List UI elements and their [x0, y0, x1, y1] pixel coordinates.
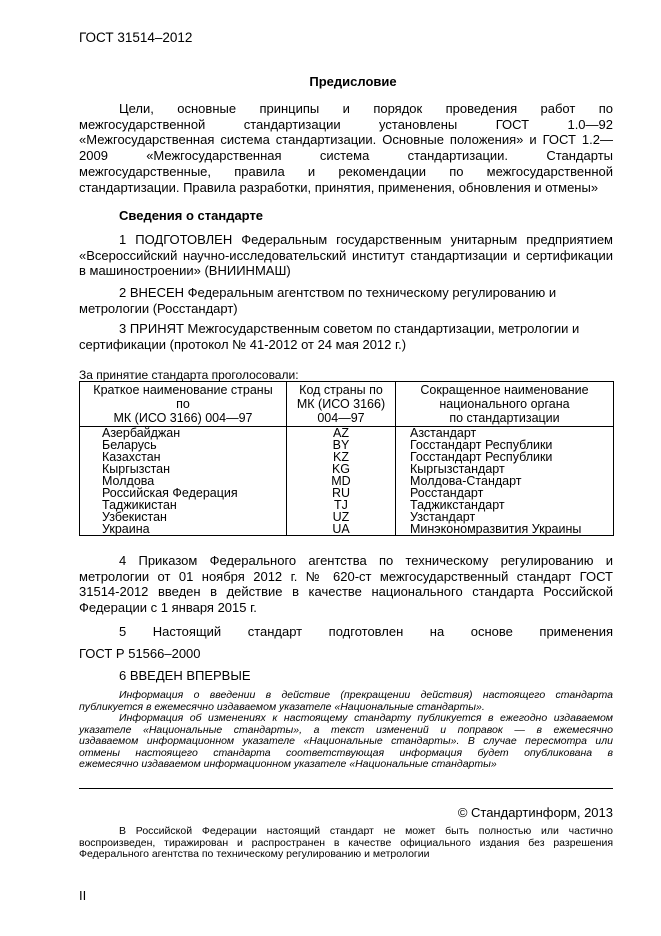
country-cell: Украина: [80, 523, 287, 536]
text-line: метрологии от 01 ноября 2012 г. № 620-ст межгосударственный стандарт ГОСТ: [79, 568, 613, 584]
item-prepared: [79, 232, 613, 279]
text-line: Федерального агентства по техническому регулированию и метрологии: [79, 848, 430, 860]
header-line: МК (ИСО 3166): [296, 397, 386, 411]
body-cell: Узстандарт: [396, 511, 614, 523]
foreword-intro: [79, 101, 613, 195]
text-line: 2009 «Межгосударственная система стандартизации. Стандарты: [79, 148, 613, 164]
text-line: стандартизации. Правила разработки, принятия, применения, обновления и отмены»: [79, 179, 599, 195]
header-country: [80, 382, 287, 427]
text-line: 1 ПОДГОТОВЛЕН Федеральным государственным унитарным предприятием: [119, 232, 613, 247]
body-cell: Молдова-Стандарт: [396, 475, 614, 487]
code-cell: UZ: [287, 511, 396, 523]
text-line: 3 ПРИНЯТ Межгосударственным советом по стандартизации, метрологии и: [119, 321, 580, 336]
header-line: Код страны по: [299, 383, 383, 397]
header-line: 004—97: [317, 411, 365, 425]
header-line: по стандартизации: [449, 411, 560, 425]
text-line: 2 ВНЕСЕН Федеральным агентством по техническому регулированию и: [119, 285, 557, 300]
header-line: МК (ИСО 3166) 004—97: [113, 411, 253, 425]
text-line: 5 Настоящий стандарт подготовлен на основе применения: [119, 624, 613, 639]
vote-table: [79, 381, 614, 536]
about-standard-heading: Сведения о стандарте: [119, 208, 264, 223]
header-body: [396, 382, 614, 427]
text-line: издаваемом информационном указателе «Национальные стандарты». В случае пересмотра или: [79, 735, 613, 747]
country-cell: Кыргызстан: [80, 463, 287, 475]
divider: [79, 788, 613, 789]
country-cell: Беларусь: [80, 439, 287, 451]
code-cell: TJ: [287, 499, 396, 511]
country-cell: Узбекистан: [80, 511, 287, 523]
code-cell: AZ: [287, 427, 396, 440]
country-cell: Российская Федерация: [80, 487, 287, 499]
body-cell: Азстандарт: [396, 427, 614, 440]
text-line: в машиностроении» (ВНИИНМАШ): [79, 263, 291, 279]
text-line: 31514-2012 введен в действие в качестве национального стандарта Российской: [79, 584, 613, 600]
text-line: публикуется в ежемесячно издаваемом указателе «Национальные стандарты».: [79, 700, 485, 713]
text-line: ГОСТ Р 51566–2000: [79, 646, 201, 661]
item-adopted: [79, 321, 613, 352]
body-cell: Минэкономразвития Украины: [396, 523, 614, 536]
header-line: национального органа: [439, 397, 570, 411]
document-id: ГОСТ 31514–2012: [79, 30, 193, 45]
vote-table-caption: За принятие стандарта проголосовали:: [79, 368, 299, 382]
country-cell: Азербайджан: [80, 427, 287, 440]
item-basis: [79, 621, 613, 665]
text-line: метрологии (Росстандарт): [79, 300, 238, 316]
text-line: В Российской Федерации настоящий стандарт не может быть полностью или частично: [119, 825, 613, 837]
code-cell: RU: [287, 487, 396, 499]
table-row: [80, 523, 614, 536]
foreword-title: Предисловие: [309, 74, 397, 89]
text-line: указателе «Национальные стандарты», а текст изменений и поправок — в ежемесячно: [79, 723, 613, 736]
body-cell: Росстандарт: [396, 487, 614, 499]
code-cell: BY: [287, 439, 396, 451]
text-line: Информация о введении в действие (прекращении действия) настоящего стандарта: [119, 689, 613, 701]
table-header-row: [80, 382, 614, 427]
body-cell: Кыргызстандарт: [396, 463, 614, 475]
text-line: межгосударственные, правила и рекомендации по межгосударственной: [79, 163, 613, 179]
country-cell: Молдова: [80, 475, 287, 487]
country-cell: Таджикистан: [80, 499, 287, 511]
code-cell: MD: [287, 475, 396, 487]
item-first-introduced: 6 ВВЕДЕН ВПЕРВЫЕ: [119, 668, 251, 683]
text-line: «Межгосударственная система стандартизации. Основные положения» и ГОСТ 1.2—: [79, 132, 613, 148]
code-cell: KG: [287, 463, 396, 475]
text-line: Федерации с 1 января 2015 г.: [79, 600, 257, 616]
code-cell: UA: [287, 523, 396, 536]
item-order: [79, 553, 613, 616]
publication-info: [79, 690, 613, 771]
body-cell: Госстандарт Республики: [396, 439, 614, 451]
body-cell: Госстандарт Республики: [396, 451, 614, 463]
text-line: «Всероссийский научно-исследовательский институт стандартизации и сертификации: [79, 247, 613, 263]
country-cell: Казахстан: [80, 451, 287, 463]
text-line: отмены настоящего стандарта соответствующая информация будет опубликована в: [79, 746, 613, 759]
text-line: Цели, основные принципы и порядок проведения работ по: [119, 101, 613, 116]
copyright: © Стандартинформ, 2013: [457, 805, 613, 820]
header-line: Сокращенное наименование: [420, 383, 589, 397]
page-number: II: [79, 888, 87, 903]
header-line: Краткое наименование страны: [93, 383, 273, 397]
rights-notice: [79, 826, 613, 861]
text-line: Информация об изменениях к настоящему стандарту публикуется в ежегодно издаваемом: [119, 712, 613, 724]
header-line: по: [176, 397, 190, 411]
header-code: [287, 382, 396, 427]
body-cell: Таджикстандарт: [396, 499, 614, 511]
text-line: сертификации (протокол № 41-2012 от 24 мая 2012 г.): [79, 336, 407, 352]
text-line: межгосударственной стандартизации установлены ГОСТ 1.0—92: [79, 116, 613, 132]
item-introduced: [79, 285, 613, 316]
text-line: 4 Приказом Федерального агентства по техническому регулированию и: [119, 553, 613, 568]
text-line: ежемесячно издаваемом информационном указателе «Национальные стандарты»: [79, 758, 497, 770]
code-cell: KZ: [287, 451, 396, 463]
text-line: воспроизведен, тиражирован и распространен в качестве официального издания без разрешения: [79, 836, 613, 849]
